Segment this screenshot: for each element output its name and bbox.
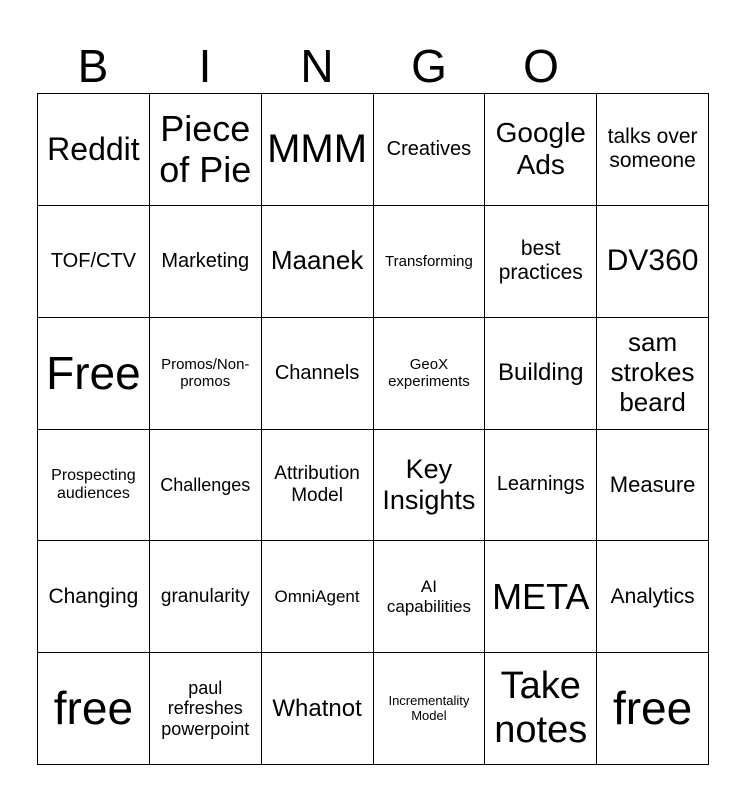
bingo-cell-text: sam strokes beard [610, 327, 695, 418]
bingo-cell-text: Building [498, 359, 584, 387]
bingo-cell-text: META [492, 576, 590, 618]
bingo-cell-text: Channels [274, 361, 360, 384]
bingo-cell-text: Key Insights [382, 453, 476, 515]
bingo-cell-text: Learnings [496, 473, 585, 496]
bingo-cell-text: Google Ads [495, 117, 586, 181]
bingo-cell-r2-c5[interactable] [485, 206, 597, 318]
bingo-cell-r4-c3[interactable] [262, 430, 374, 542]
bingo-cell-r6-c1[interactable] [38, 653, 150, 765]
bingo-cell-text: Measure [609, 472, 696, 498]
bingo-cell-text: Reddit [47, 131, 140, 168]
bingo-cell-r2-c4[interactable] [374, 206, 486, 318]
bingo-cell-text: AI capabilities [386, 577, 471, 616]
bingo-cell-text: GeoX experiments [388, 355, 470, 391]
bingo-cell-text: Attribution Model [274, 463, 360, 506]
bingo-cell-text: MMM [267, 127, 368, 172]
bingo-cell-r6-c2[interactable] [150, 653, 262, 765]
bingo-cell-r4-c4[interactable] [374, 430, 486, 542]
bingo-cell-r6-c5[interactable] [485, 653, 597, 765]
bingo-cell-r5-c4[interactable] [374, 541, 486, 653]
header-letter-i: I [198, 40, 212, 92]
bingo-cell-r1-c4[interactable] [374, 94, 486, 206]
bingo-cell-r1-c5[interactable] [485, 94, 597, 206]
bingo-cell-text: Analytics [610, 584, 695, 608]
bingo-cell-text: Challenges [160, 474, 251, 495]
bingo-cell-text: Incrementality Model [388, 692, 470, 723]
bingo-cell-text: paul refreshes powerpoint [161, 677, 250, 739]
bingo-cell-r3-c5[interactable] [485, 318, 597, 430]
bingo-cell-text: talks over someone [607, 125, 698, 173]
bingo-cell-r3-c2[interactable] [150, 318, 262, 430]
bingo-cell-r4-c1[interactable] [38, 430, 150, 542]
bingo-cell-r3-c4[interactable] [374, 318, 486, 430]
bingo-cell-r5-c1[interactable] [38, 541, 150, 653]
bingo-cell-r6-c4[interactable] [374, 653, 486, 765]
bingo-cell-r1-c6[interactable] [597, 94, 709, 206]
bingo-cell-r1-c3[interactable] [262, 94, 374, 206]
bingo-cell-text: Whatnot [272, 694, 362, 722]
bingo-cell-r1-c1[interactable] [38, 94, 150, 206]
bingo-cell-r4-c6[interactable] [597, 430, 709, 542]
bingo-cell-text: Marketing [161, 249, 250, 272]
bingo-cell-text: Creatives [386, 137, 472, 160]
bingo-cell-r3-c3[interactable] [262, 318, 374, 430]
bingo-cell-r5-c5[interactable] [485, 541, 597, 653]
bingo-cell-r3-c6[interactable] [597, 318, 709, 430]
bingo-cell-text: granularity [160, 585, 250, 607]
bingo-card-grid [37, 93, 709, 765]
bingo-cell-r4-c5[interactable] [485, 430, 597, 542]
bingo-cell-r3-c1[interactable] [38, 318, 150, 430]
bingo-cell-text: TOF/CTV [50, 249, 136, 272]
bingo-cell-r2-c3[interactable] [262, 206, 374, 318]
bingo-cell-text: DV360 [606, 243, 699, 277]
bingo-cell-text: Free [46, 346, 141, 399]
bingo-cell-r1-c2[interactable] [150, 94, 262, 206]
bingo-cell-r6-c6[interactable] [597, 653, 709, 765]
bingo-cell-text: Piece of Pie [159, 108, 252, 191]
bingo-cell-text: free [53, 682, 134, 735]
bingo-cell-text: best practices [498, 237, 583, 285]
bingo-cell-text: free [612, 682, 693, 735]
bingo-cell-text: OmniAgent [274, 586, 360, 606]
header-letter-o: O [523, 40, 559, 92]
bingo-cell-text: Maanek [270, 245, 364, 276]
header-letter-n: N [300, 40, 334, 92]
bingo-cell-r2-c6[interactable] [597, 206, 709, 318]
bingo-cell-text: Transforming [385, 252, 473, 270]
bingo-cell-r5-c3[interactable] [262, 541, 374, 653]
bingo-cell-text: Prospecting audiences [51, 466, 136, 502]
bingo-cell-r4-c2[interactable] [150, 430, 262, 542]
header-letter-b: B [77, 40, 109, 92]
bingo-cell-text: Take notes [494, 664, 588, 751]
header-letter-g: G [411, 40, 447, 92]
bingo-cell-r6-c3[interactable] [262, 653, 374, 765]
bingo-cell-r2-c2[interactable] [150, 206, 262, 318]
bingo-cell-r5-c2[interactable] [150, 541, 262, 653]
bingo-cell-text: Promos/Non-promos [161, 355, 250, 391]
bingo-cell-r5-c6[interactable] [597, 541, 709, 653]
bingo-cell-text: Changing [48, 584, 139, 608]
bingo-header [37, 38, 708, 94]
bingo-cell-r2-c1[interactable] [38, 206, 150, 318]
